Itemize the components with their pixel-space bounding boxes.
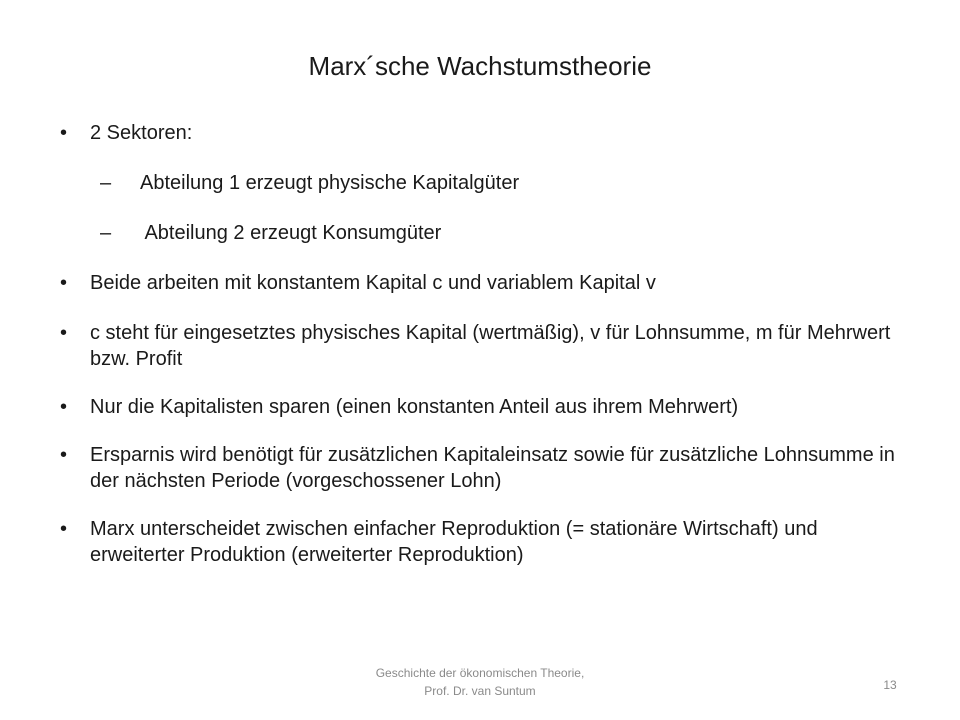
- footer-line: Geschichte der ökonomischen Theorie,: [375, 666, 585, 680]
- bullet-text: c steht für eingesetztes physisches Kapital (wertmäßig), v für Lohnsumme, m für Mehrwert bzw. Profit: [90, 322, 891, 370]
- bullet-list: [60, 120, 900, 568]
- sub-bullet-text: Abteilung 1 erzeugt physische Kapitalgüter: [140, 172, 520, 194]
- sub-bullet-item: [60, 220, 900, 246]
- bullet-item: [60, 394, 900, 420]
- bullet-item: [60, 270, 900, 296]
- bullet-item: [60, 320, 900, 372]
- sub-bullet-item: [60, 170, 900, 196]
- footer-text: [320, 664, 640, 700]
- bullet-text: Ersparnis wird benötigt für zusätzlichen Kapitaleinsatz sowie für zusätzliche Lohnsumme in der nächsten Periode (vorgeschossener Lohn): [90, 444, 895, 492]
- dash-icon: –: [100, 172, 112, 194]
- dash-icon: –: [100, 222, 112, 244]
- bullet-text: Nur die Kapitalisten sparen (einen konstanten Anteil aus ihrem Mehrwert): [90, 396, 739, 418]
- bullet-icon: •: [60, 122, 68, 144]
- bullet-item: [60, 516, 900, 568]
- bullet-text: Marx unterscheidet zwischen einfacher Reproduktion (= stationäre Wirtschaft) und erweiterter Produktion (erweiterter Reproduktion): [90, 518, 818, 566]
- slide-title: Marx´sche Wachstumstheorie: [308, 51, 652, 81]
- bullet-icon: •: [60, 444, 68, 466]
- bullet-item: [60, 442, 900, 494]
- sub-bullet-text: Abteilung 2 erzeugt Konsumgüter: [140, 222, 442, 244]
- bullet-icon: •: [60, 518, 68, 540]
- bullet-icon: •: [60, 396, 68, 418]
- footer-line: Prof. Dr. van Suntum: [424, 684, 536, 698]
- bullet-text: Beide arbeiten mit konstantem Kapital c und variablem Kapital v: [90, 272, 656, 294]
- bullet-icon: •: [60, 272, 68, 294]
- bullet-text: 2 Sektoren:: [90, 122, 193, 144]
- page-number: 13: [883, 678, 897, 692]
- bullet-item: [60, 120, 900, 146]
- bullet-icon: •: [60, 322, 68, 344]
